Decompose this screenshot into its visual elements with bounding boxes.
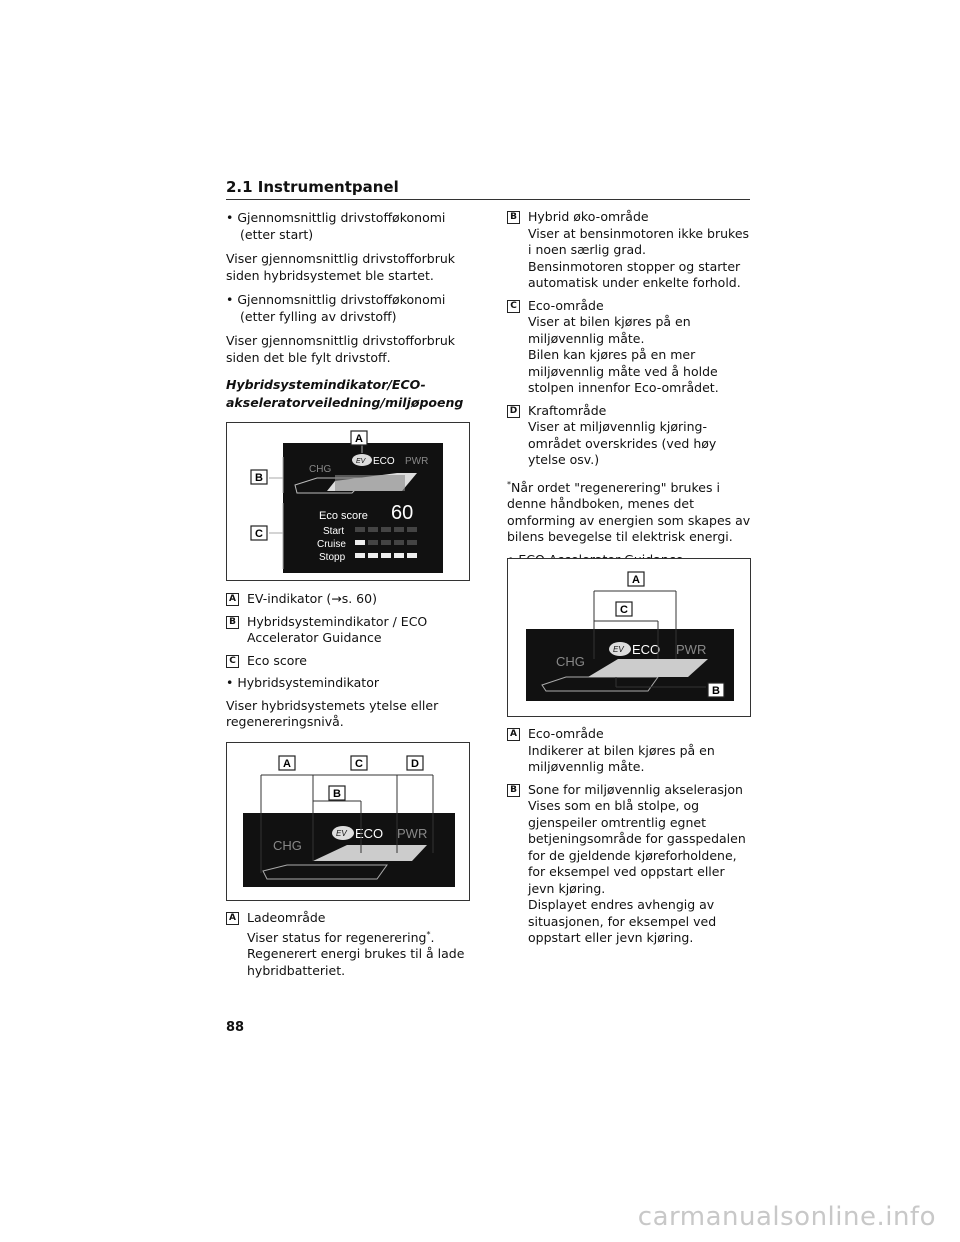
figure-hybrid-zones xyxy=(226,742,470,901)
legend-item-b: B Hybridsystemindikator / ECO Accelerator Guidance xyxy=(226,614,466,647)
bullet-avg-start: • Gjennomsnittlig drivstofføkonomi (etter start) xyxy=(226,210,446,242)
pwr-label-3: PWR xyxy=(676,642,707,657)
legend-fig1 xyxy=(226,591,466,731)
eco-score-diagram xyxy=(227,423,469,580)
callout-b-2: B xyxy=(333,788,341,800)
callout-b: B xyxy=(255,472,263,484)
legend-item-eco-area: A Eco-område Indikerer at bilen kjøres på en miljøvennlig måte. xyxy=(507,726,751,776)
hybrid-zones-diagram xyxy=(227,743,469,900)
legend-fig2-a xyxy=(226,910,466,979)
pwr-label-2: PWR xyxy=(397,826,428,841)
callout-a-2: A xyxy=(283,758,291,770)
para-hybrid-indicator: Viser hybridsystemets ytelse eller regenereringsnivå. xyxy=(226,697,439,729)
left-column xyxy=(226,210,462,412)
charge-title: Ladeområde xyxy=(247,910,326,925)
eco-guidance-diagram xyxy=(508,559,750,716)
chg-label: CHG xyxy=(309,464,332,475)
legend-item-hybrid-eco: B Hybrid øko-område Viser at bensinmotoren ikke brukes i noen særlig grad. Bensinmotoren stopper og starter automatisk under enkelte forhold. xyxy=(507,209,751,292)
ev-label-3: EV xyxy=(613,645,624,654)
bullet-hybrid-indicator: • Hybridsystemindikator xyxy=(226,675,379,690)
callout-c: C xyxy=(255,528,263,540)
para-avg-start: Viser gjennomsnittlig drivstofforbruk siden hybridsystemet ble startet. xyxy=(226,251,456,283)
legend-fig3 xyxy=(507,726,751,947)
stopp-label: Stopp xyxy=(319,552,346,563)
figure-eco-guidance xyxy=(507,558,751,717)
watermark: carmanualsonline.info xyxy=(637,1202,936,1232)
section-title: 2.1 Instrumentpanel xyxy=(226,178,399,196)
charge-line2: Regenerert energi brukes til å lade hybridbatteriet. xyxy=(247,946,465,978)
para-avg-fill: Viser gjennomsnittlig drivstofforbruk siden det ble fylt drivstoff. xyxy=(226,333,456,365)
eco-label-3: ECO xyxy=(632,642,661,657)
footnote: *Når ordet "regenerering" brukes i denne håndboken, menes det omforming av energien som skapes av bilens bevegelse til elektrisk energi. xyxy=(507,479,751,545)
callout-a: A xyxy=(355,433,363,445)
legend-item-power-zone: D Kraftområde Viser at miljøvennlig kjøring-området overskrides (ved høy ytelse osv.) xyxy=(507,403,751,469)
legend-item-eco-zone: C Eco-område Viser at bilen kjøres på en miljøvennlig måte. Bilen kan kjøres på en mer miljøvennlig måte ved å holde stolpen innenfor Eco-området. xyxy=(507,298,751,397)
cruise-label: Cruise xyxy=(317,539,346,550)
page-number: 88 xyxy=(226,1020,245,1035)
right-column xyxy=(507,209,751,568)
callout-b-3: B xyxy=(712,685,720,697)
pwr-label: PWR xyxy=(405,456,429,467)
figure-eco-score xyxy=(226,422,470,581)
callout-a-3: A xyxy=(632,574,640,586)
eco-label-2: ECO xyxy=(355,826,384,841)
eco-score-value: 60 xyxy=(391,502,414,524)
legend-item-a: A EV-indikator (→s. 60) xyxy=(226,591,466,608)
chg-label-3: CHG xyxy=(556,654,585,669)
legend-item-eco-accel: B Sone for miljøvennlig akselerasjon Vises som en blå stolpe, og gjenspeiler omtrentlig egnet betjeningsområde for gasspedalen for de gjeldende kjøreforholdene, for eksempel ved oppstart eller jevn kjøring. Displayet endres avhengig av situasjonen, for eksempel ved oppstart eller jevn kjøring. xyxy=(507,782,751,947)
bullet-avg-fill: • Gjennomsnittlig drivstofføkonomi (etter fylling av drivstoff) xyxy=(226,292,446,324)
start-label: Start xyxy=(323,526,345,537)
charge-line1: Viser status for regenerering*. xyxy=(247,929,435,945)
eco-label: ECO xyxy=(373,456,395,467)
chg-label-2: CHG xyxy=(273,838,302,853)
ev-label: EV xyxy=(356,458,366,465)
header-divider xyxy=(226,199,750,200)
callout-c-3: C xyxy=(620,604,628,616)
legend-item-c: C Eco score xyxy=(226,653,466,670)
ev-label-2: EV xyxy=(336,829,347,838)
callout-c-2: C xyxy=(355,758,363,770)
callout-d-2: D xyxy=(411,758,419,770)
legend-item-charge: A Ladeområde Viser status for regenerering*. Regenerert energi brukes til å lade hybridbatteriet. xyxy=(226,910,466,979)
eco-score-label: Eco score xyxy=(319,510,368,522)
hybrid-heading: Hybridsystemindikator/ECO-akseleratorveiledning/miljøpoeng xyxy=(226,377,464,410)
